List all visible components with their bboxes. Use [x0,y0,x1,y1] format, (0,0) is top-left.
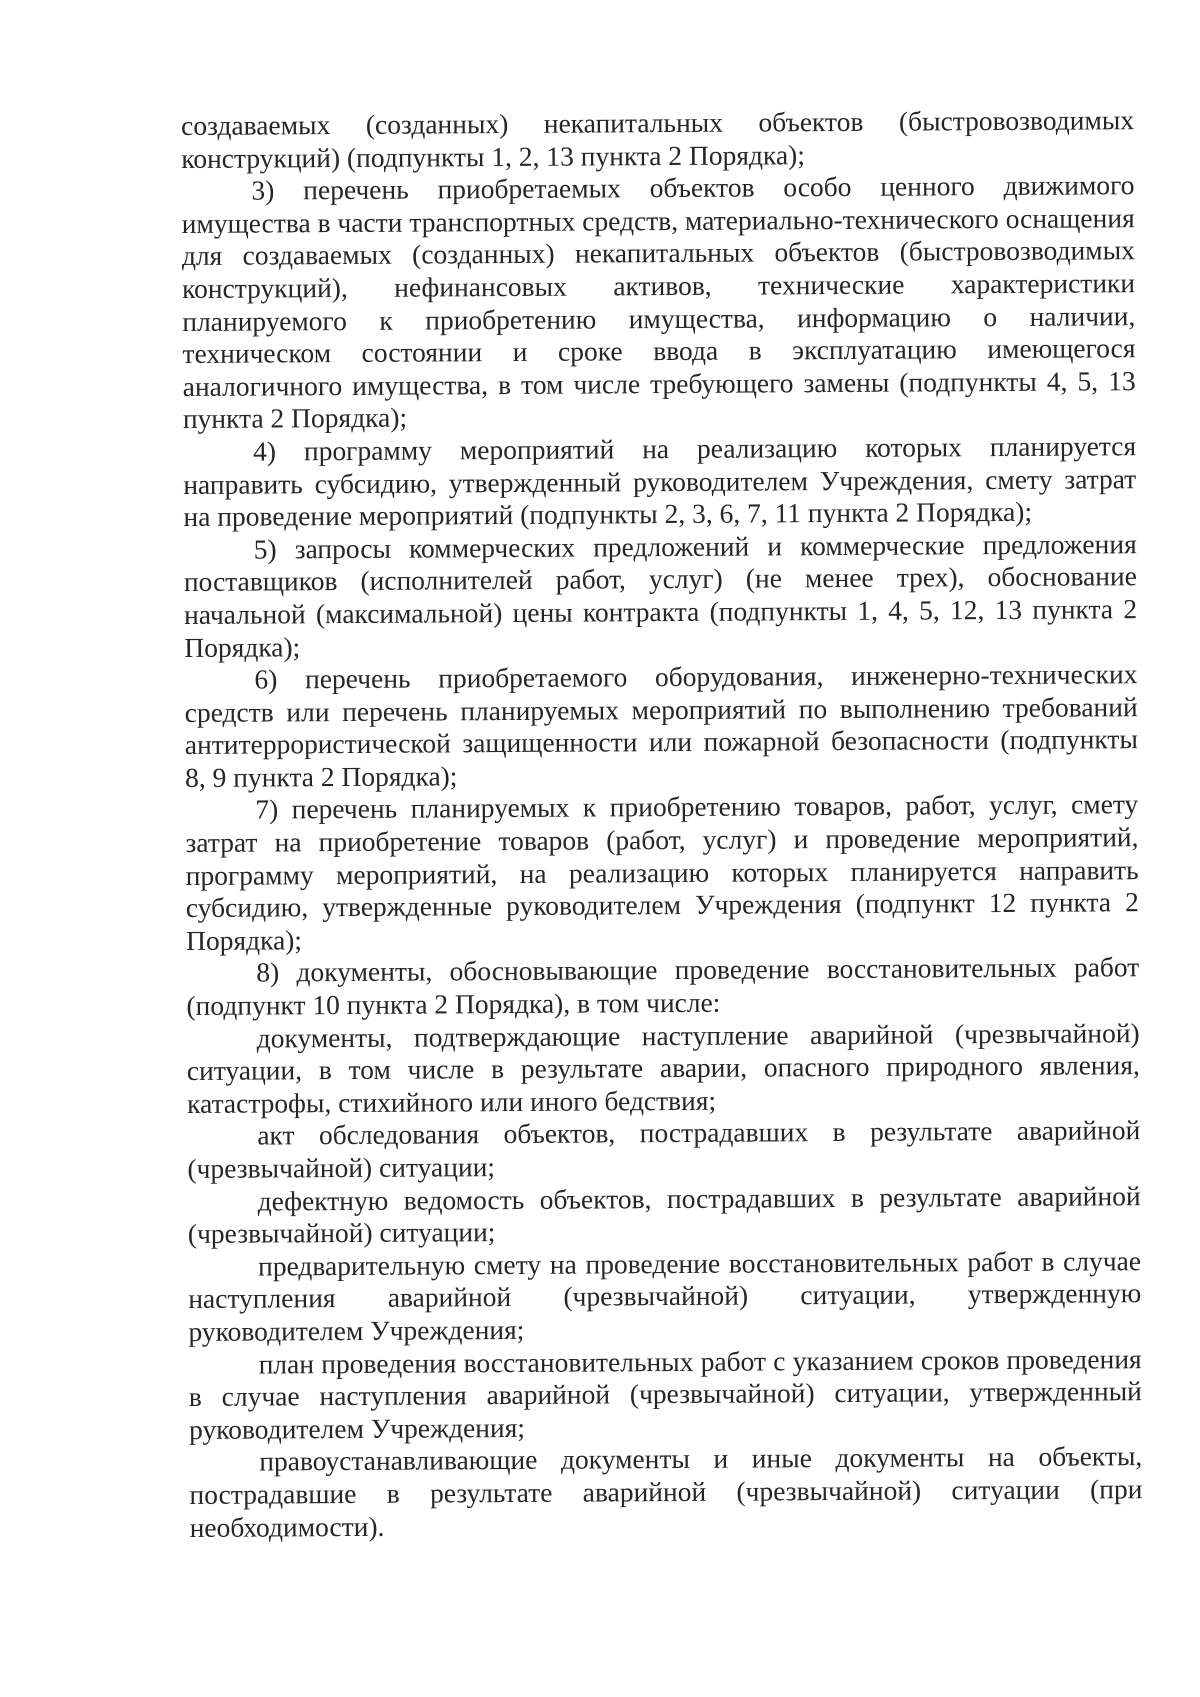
paragraph-continuation: создаваемых (созданных) некапитальных объектов (быстровозводимых конструкций) (подпункты 1, 2, 13 пункта 2 Порядка); [181,104,1135,174]
paragraph-item-7: 7) перечень планируемых к приобретению товаров, работ, услуг, смету затрат на приобретение товаров (работ, услуг) и проведение мероприятий, программу мероприятий, на реализацию которых планируется направить субсидию, утвержденные руководителем Учреждения (подпункт 12 пункта 2 Порядка); [185,788,1139,956]
paragraph-item-8-estimate: предварительную смету на проведение восстановительных работ в случае наступления аварийной (чрезвычайной) ситуации, утвержденную руководителем Учреждения; [188,1244,1142,1347]
paragraph-item-6: 6) перечень приобретаемого оборудования, инженерно-технических средств или перечень планируемых мероприятий по выполнению требований антитеррористической защищенности или пожарной безопасности (подпункты 8, 9 пункта 2 Порядка); [184,658,1138,793]
paragraph-item-3: 3) перечень приобретаемых объектов особо ценного движимого имущества в части транспортных средств, материально-технического оснащения для создаваемых (созданных) некапитальных объектов (быстровозводимых конструкций), нефинансовых активов, технические характеристики планируемого к приобретению имущества, информацию о наличии, техническом состоянии и сроке ввода в эксплуатацию имеющегося аналогичного имущества, в том числе требующего замены (подпункты 4, 5, 13 пункта 2 Порядка); [181,169,1136,435]
paragraph-item-5: 5) запросы коммерческих предложений и коммерческие предложения поставщиков (исполнителей работ, услуг) (не менее трех), обоснование начальной (максимальной) цены контракта (подпункты 1, 4, 5, 12, 13 пункта 2 Порядка); [183,527,1138,663]
paragraph-item-8-inspection-act: акт обследования объектов, пострадавших в результате аварийной (чрезвычайной) ситуации; [187,1114,1141,1184]
paragraph-item-8-works-plan: план проведения восстановительных работ с указанием сроков проведения в случае наступления аварийной (чрезвычайной) ситуации, утвержденный руководителем Учреждения; [188,1342,1142,1445]
document-body [181,104,1143,1544]
paragraph-item-4: 4) программу мероприятий на реализацию которых планируется направить субсидию, утвержденный руководителем Учреждения, смету затрат на проведение мероприятий (подпункты 2, 3, 6, 7, 11 пункта 2 Порядка); [183,430,1137,533]
paragraph-item-8-defect-list: дефектную ведомость объектов, пострадавших в результате аварийной (чрезвычайной) ситуации; [187,1179,1141,1250]
paragraph-item-8: 8) документы, обосновывающие проведение восстановительных работ (подпункт 10 пункта 2 Порядка), в том числе: [186,951,1140,1022]
paragraph-item-8-title-docs: правоустанавливающие документы и иные документы на объекты, пострадавшие в результате аварийной (чрезвычайной) ситуации (при необходимости). [189,1440,1143,1543]
paragraph-item-8-emergency-docs: документы, подтверждающие наступление аварийной (чрезвычайной) ситуации, в том числе в результате аварии, опасного природного явления, катастрофы, стихийного или иного бедствия; [186,1016,1140,1119]
